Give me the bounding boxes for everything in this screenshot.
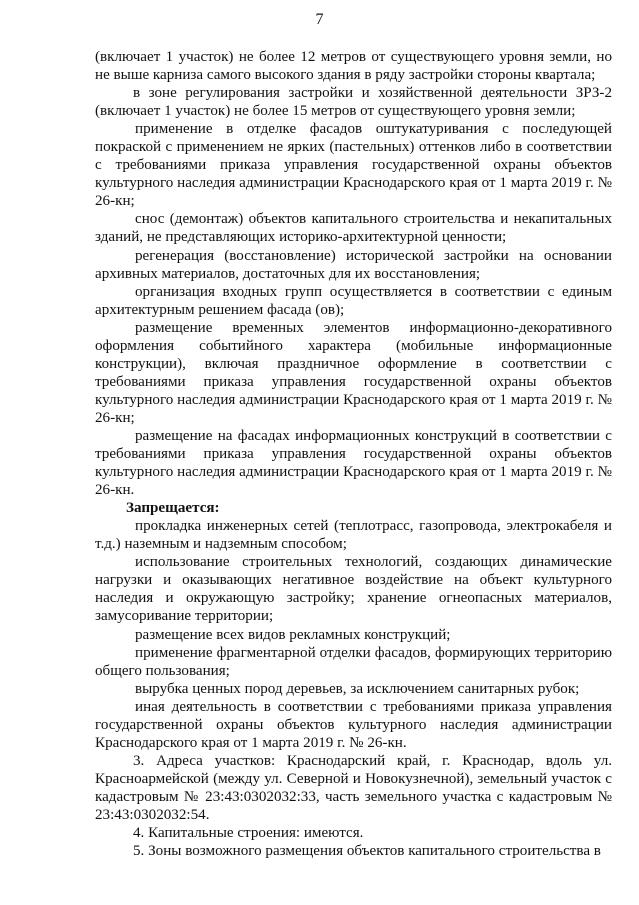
paragraph-engineering-networks: прокладка инженерных сетей (теплотрасс, газопровода, электрокабеля и т.д.) наземным и надземным способом;	[95, 518, 612, 553]
document-body	[95, 48, 612, 860]
page-number: 7	[315, 11, 324, 28]
paragraph-height-limit-zrz1: (включает 1 участок) не более 12 метров от существующего уровня земли, но не выше карниза самого высокого здания в ряду застройки стороны квартала;	[95, 49, 612, 84]
paragraph-advertising: размещение всех видов рекламных конструкций;	[135, 626, 451, 643]
paragraph-fragmentary-finish: применение фрагментарной отделки фасадов, формирующих территорию общего пользования;	[95, 644, 612, 679]
paragraph-entrance-groups: организация входных групп осуществляется в соответствии с единым архитектурным решением фасада (ов);	[95, 283, 612, 318]
section-heading-prohibited: Запрещается:	[126, 500, 220, 517]
paragraph-other-activity: иная деятельность в соответствии с требованиями приказа управления государственной охраны объектов культурного наследия администрации Краснодарского края от 1 марта 2019 г. № 26-кн.	[95, 698, 612, 751]
paragraph-facade-plastering: применение в отделке фасадов оштукатуривания с последующей покраской с применением не ярких (пастельных) оттенков либо в соответствии с требованиями приказа управления государственной охраны объектов культурного наследия администрации Краснодарского края от 1 марта 2019 г. № 26-кн;	[95, 121, 612, 210]
paragraph-demolition: снос (демонтаж) объектов капитального строительства и некапитальных зданий, не представляющих историко-архитектурной ценности;	[95, 211, 612, 246]
paragraph-capital-structures: 4. Капитальные строения: имеются.	[133, 825, 364, 842]
paragraph-temporary-decor: размещение временных элементов информационно-декоративного оформления событийного характера (мобильные информационные конструкции), включая праздничное оформление в соответствии с требованиями приказа управления государственной охраны объектов культурного наследия администрации Краснодарского края от 1 марта 2019 г. № 26-кн;	[95, 319, 612, 426]
paragraph-tree-felling: вырубка ценных пород деревьев, за исключением санитарных рубок;	[135, 680, 580, 697]
paragraph-info-structures: размещение на фасадах информационных конструкций в соответствии с требованиями приказа управления государственной охраны объектов культурного наследия администрации Краснодарского края от 1 марта 2019 г. № 26-кн.	[95, 427, 612, 499]
paragraph-construction-tech: использование строительных технологий, создающих динамические нагрузки и оказывающих негативное воздействие на объект культурного наследия и окружающую застройку; хранение огнеопасных материалов, замусоривание территории;	[95, 554, 612, 625]
paragraph-regeneration: регенерация (восстановление) исторической застройки на основании архивных материалов, достаточных для их восстановления;	[95, 247, 612, 282]
paragraph-zrz2: в зоне регулирования застройки и хозяйственной деятельности ЗРЗ-2 (включает 1 участок) не более 15 метров от существующего уровня земли;	[95, 85, 612, 120]
paragraph-addresses: 3. Адреса участков: Краснодарский край, г. Краснодар, вдоль ул. Красноармейской (между ул. Северной и Новокузнечной), земельный участок с кадастровым № 23:43:0302032:33, часть земельного участка с кадастровым № 23:43:0302032:54.	[95, 752, 612, 823]
paragraph-construction-zones: 5. Зоны возможного размещения объектов капитального строительства в	[133, 843, 601, 860]
